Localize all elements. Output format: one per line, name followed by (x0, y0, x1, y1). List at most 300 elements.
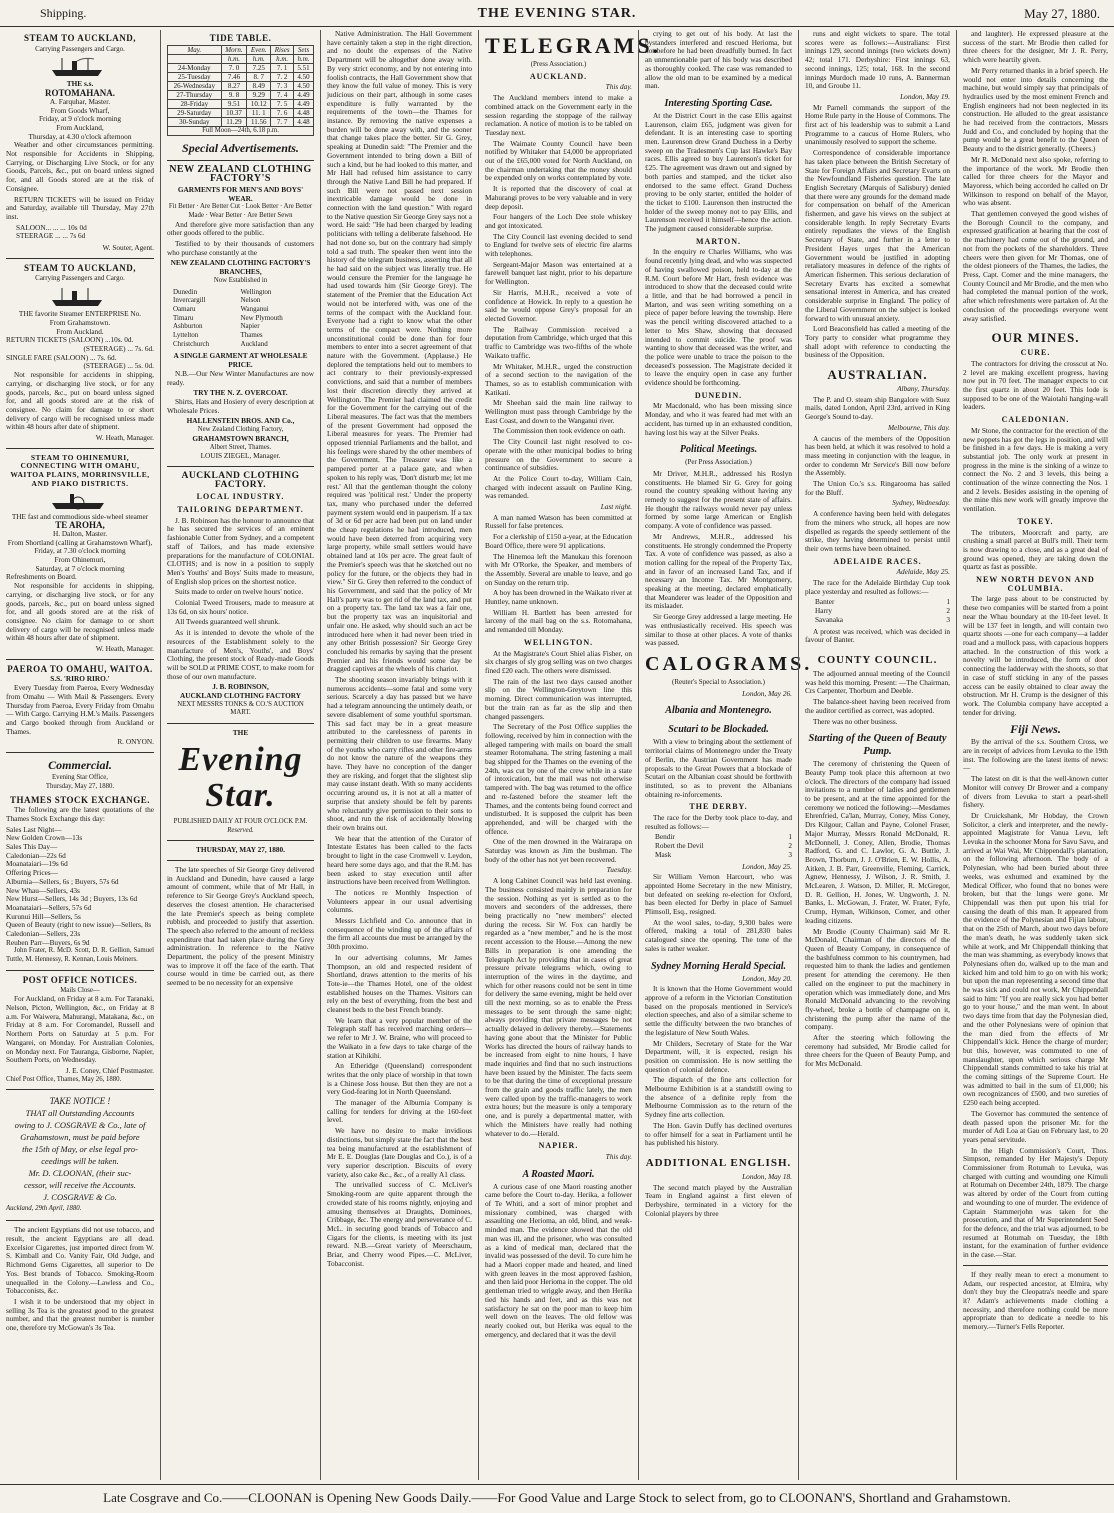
telegram-text: For a clerkship of £150 a-year, at the Education Board Office, there were 91 applications. (485, 532, 632, 550)
table-cell: 25-Tuesday (168, 72, 222, 81)
branch-town: Napier (240, 322, 260, 331)
ad-subheading: LOCAL INDUSTRY. (196, 492, 285, 502)
ship-master: H. Dalton, Master. (52, 528, 108, 538)
quotation-line: Alburnia—Sellers, 6s ; Buyers, 57s 6d (6, 876, 119, 886)
ad-body: Not responsible for accidents in shipping, carrying, or discharging live stock, or for any goods, parcels, &c., put on board unless signed for, and all goods stored are at the risk of consignee. No claim for damage to or short delivery of cargo will be recognised unless made within 48 hours after date of shipment. (6, 370, 154, 432)
dateline: Albany, Thursday. (897, 384, 950, 394)
quotation-line: Moanataiari—Sellers, 57s 6d (6, 902, 92, 912)
telegram-text: Lord Beaconsfield has called a meeting of the Tory party to consider what programme they shall adopt with reference to conducting the business of the Opposition. (805, 324, 950, 360)
local-news: In our advertising columns, Mr James Thompson, an old and respected resident of Shortland, draws attention to the merits of his Tote-ie—the Thames Hotel, one of the oldest established houses on the Thames. Visitors can rely on the best of everything, from the best and cleanest beds to the best French brandy. (327, 952, 472, 1015)
table-row (168, 90, 314, 99)
branch-town: Dunedin (173, 287, 198, 296)
mining-report: Mr Stone, the contractor for the erection of the new poppets has got the legs in position, and will be finished in a few days. He is making a very substantial job. The only work at present in progress in the mine is the sinking of a winze to connect the No. 2 and 3 levels, this being a continuation of the winze connecting the Nos. 1 and 2 levels. Besides assisting in the opening of the mine this new work will greatly improve the ventilation. (963, 425, 1108, 514)
branch-town: Invercargill (173, 296, 206, 305)
quotation-line: New Golden Crown—13s (6, 833, 83, 843)
table-cell: 30-Sunday (168, 117, 222, 126)
tide-table (167, 45, 314, 127)
divider (167, 840, 314, 841)
newspaper-nameplate: Evening Star. (178, 740, 303, 814)
branch-town: Auckland (240, 339, 268, 348)
horse-name: Savanaka (815, 614, 843, 624)
local-news: We hear that the attention of the Curator of Intestate Estates has been called to the facts brought to light in the case Cromwell v. Leydon, heard here some days ago, and that the R.M. has been asked to stay execution until after instructions have been received from Wellington. (327, 833, 472, 887)
ad-body: Colonial Tweed Trousers, made to measure at 13s 6d, on six hours' notice. (167, 598, 314, 616)
dateline: This day. (605, 82, 632, 92)
departure-from: From Auckland. (56, 326, 104, 336)
address: NEXT MESSRS TONKS & CO.'S AUCTION MART. (177, 700, 304, 717)
section-subheading: (Press Association.) (530, 60, 587, 68)
branch-town: Timaru (173, 313, 194, 322)
telegram-text: Mr Driver, M.H.R., addressed his Roslyn constituents. He blamed Sir G. Grey for going round the country speaking without having any remedy to suggest for the present state of affairs. He thought the railways would never pay unless formed by some large American or English company. A vote of confidence was passed. (645, 468, 792, 531)
column-7 (956, 30, 1114, 1480)
table-cell: 9.29 (247, 90, 271, 99)
ad-heading: STEAM TO AUCKLAND, (24, 262, 136, 273)
report-text: The adjourned annual meeting of the Council was held this morning. Present: —The Chairman, Crs Carpenter, Thorburn and Deeble. (805, 669, 950, 696)
quotation-line: Queen of Beauty (right to new issue)—Sellers, 8s (6, 920, 152, 930)
office-line: Evening Star Office, (52, 774, 108, 782)
telegram-text: Sergeant-Major Mason was entertained at a farewell banquet last night, prior to his departure for Wellington. (485, 259, 632, 287)
dateline: Chief Post Office, Thames, May 26, 1880. (6, 1075, 122, 1083)
departure-time: Saturday, at 7 o'clock morning (35, 563, 125, 573)
story-heading: Scutari to be Blockaded. (668, 724, 769, 736)
signature: J. B. ROBINSON, (212, 682, 269, 692)
race-result-row (815, 598, 950, 607)
table-cell: 7. 6 (271, 108, 294, 117)
notice-date: Auckland, 29th April, 1880. (6, 1205, 82, 1213)
branch-town: Lyttelton (173, 331, 199, 340)
advertisement-text: The ancient Egyptians did not use tobacco, and result, the ancient Egyptians are all dead. Excelsior Cigarettes, just imported direct from W. S. Kimball and Co. Vanity Fair, Old Judge, and Richmond Gems Cigarettes, all superior to De Yos. Best brands of Tobacco. Smoking-Room unequalled in the Colony.—Lawless and Co., Tobacconists, &c. (6, 1225, 154, 1296)
table-row (168, 99, 314, 108)
branch-town: Wellington (240, 287, 272, 296)
telegram-text: Mr Sheehan said the main line railway to Wellington must pass through Cambridge by the East Coast, and down to the Wanganui river. (485, 398, 632, 425)
placing: 2 (946, 606, 950, 616)
dateline: Tuesday. (606, 865, 632, 875)
article-text: For Auckland, on Friday at 8 a.m. For Taranaki, Nelson, Picton, Wellington, &c., on Friday at 8 a.m. For Waiwera, Mahurangi, Matakana, &c., on Friday at 8 a.m. For Coromandel, Russell and Northern Ports on Saturday at 5 p.m. For Wangarei, on Monday. For Australian Colonies, on Monday next. For Tauranga, Gisborne, Napier, Southern Ports, on Wednesday. (6, 994, 154, 1065)
manager-signature: W. Heath, Manager. (95, 644, 154, 654)
telegram-text: The Hinemoa left the Manukau this forenoon with Mr O'Rorke, the Speaker, and members of the Assembly. Several are unable to leave, and go on Sunday on the return trip. (485, 551, 632, 587)
telegram-text: Sir George Grey addressed a large meeting. He was enthusiastically received. His speech was similar to those at other places. A vote of thanks was passed. (645, 612, 792, 648)
story-heading: Fiji News. (1010, 722, 1061, 737)
local-news: The unrivalled success of C. McLiver's Smoking-room are quite apparent through the crowded state of his rooms nightly, enjoying and amusing themselves at Draughts, Dominoes, Cribbage, &c. The energy and perseverance of C. McL. in securing good brands of Tobacco and Cigars for the clients, is meeting with its just reward. N.B.—Great variety of Meerschaum, Briar, and Cherry wood Pipes.—C. McLiver, Tobacconist. (327, 1180, 472, 1268)
table-cell: 4.50 (294, 72, 314, 81)
branch-town: Christchurch (173, 339, 210, 348)
telegram-text: The Railway Commission received a deputation from Cambridge, which urged that this traffic to Cambridge was two-fifths of the whole Waikato traffic. (485, 324, 632, 360)
ad-body: Weather and other circumstances permitting. Not responsible for Accidents in Shipping, Carrying, or Discharging Live Stock, or for any Goods, Parcels, &c., put on board unless signed for, and all Goods stored are at the risk of Consignee. (6, 140, 154, 193)
dateline: Adelaide, May 25. (896, 567, 950, 577)
report-text: The balance-sheet having been received from the auditor certified as correct, was adopted. (805, 697, 950, 715)
notice-line: ceedings will be taken. (41, 1156, 119, 1167)
telegram-text: At the District Court in the case Ellis against Laurenson, claim £65, judgment was given for defendant. It is an interesting case to sporting men. Laurenson drew Grand Duchess in a Derby sweep on the Tradesmen's Cup last Hawke's Bay races. Ellis agreed to buy Laurenson's ticket for £25. The agreement was drawn out and signed by both parties and stamped, and the ticket also endorsed to the same effect. Grand Duchess proving to be only starter, entitled the holder of the ticket to £100. Laurenson then instructed the holder of the sweep money not to pay Ellis, and Laurenson received it himself—hence the action. The judgment caused considerable surprise. (645, 110, 792, 234)
placing: 1 (788, 832, 792, 842)
telegram-text: A conference having been held with delegates from the miners who struck, all hopes are now dispelled as regards the speedy settlement of the strike, they having determined to persist until their own terms have been obtained. (805, 509, 950, 553)
report-text: There was no other business. (813, 716, 898, 726)
mine-heading: CALEDONIAN. (1001, 415, 1070, 425)
notice-line: the 15th of May, or else legal pro- (22, 1144, 138, 1155)
news-text: In the High Commission's Court, Thos. Simpson, remanded by Her Majesty's Deputy Commissioner from Rotumah to Levuka, was charged with cutting and wounding one Kimuli at Rotumah on December 24th, 1879. The charge was altered by order of the Court from cutting and wounding to one of murder. The evidence of Captain Stammerjohn was taken for the prosecution, and that of Mr Superintendent Seed for the defence, and the trial was adjourned, to be resumed at Rotumah on Tuesday, the 18th instant, for the examination of further evidence in the case.—Star. (963, 1145, 1108, 1260)
horse-name: Mask (655, 849, 672, 859)
table-row (168, 108, 314, 117)
ad-subheading: Carrying Passengers and Cargo. (35, 44, 125, 53)
moon-phase: Full Moon—24th, 6.18 p.m. (167, 127, 314, 137)
branch-town: Oamaru (173, 304, 196, 313)
mine-heading: TOKEY. (1017, 516, 1054, 526)
table-cell: 7. 3 (271, 81, 294, 90)
column-2 (160, 30, 320, 1480)
horse-name: Banter (815, 597, 835, 607)
company-name: AUCKLAND CLOTHING FACTORY (179, 691, 302, 701)
ad-heading: NEW ZEALAND CLOTHING FACTORY'S (169, 164, 312, 185)
column-header: Even. (247, 45, 271, 54)
divider (963, 1265, 1108, 1266)
section-heading-calograms: CALOGRAMS. (645, 653, 813, 675)
notice-line: J. COSGRAVE & Co. (43, 1192, 117, 1203)
horse-name: Bendir (655, 832, 675, 842)
subsection-heading: THAMES STOCK EXCHANGE. (9, 794, 151, 805)
columns (0, 30, 1114, 1480)
fare-list (16, 224, 154, 241)
telegram-text: The Auckland members intend to make a combined attack on the Government early in the session regarding the stoppage of the railway reclamation. A notice of motion is to be tabled on Tuesday next. (485, 93, 632, 137)
departure-from: From Goods Wharf, (50, 105, 110, 115)
place-heading: NAPIER. (538, 1141, 579, 1151)
table-cell: 4.50 (294, 81, 314, 90)
placing: 3 (788, 849, 792, 859)
section-heading: COUNTY COUNCIL. (817, 654, 938, 666)
ad-subheading: Carrying Passengers and Cargo. (35, 274, 125, 283)
ad-note: Now Established in (213, 276, 268, 284)
subsection-heading: POST OFFICE NOTICES. (22, 974, 138, 985)
divider (167, 160, 314, 161)
section-heading: OUR MINES. (991, 330, 1080, 346)
column-unit (168, 54, 222, 63)
telegram-text: A man named Watson has been committed at Russell for false pretences. (485, 512, 632, 531)
ship-master: A. Farquhar, Master. (49, 96, 111, 106)
article-text: The following are the latest quotations of the Thames Stock Exchange this day: (6, 805, 154, 823)
editorial-text: Native Administration. The Hall Government have certainly taken a step in the right direction, and no doubt the expenses of the Native Department will be altogether done away with. By very strict economy, and by not entering into foolish contracts, the Hall Government show that they know the full value of money. This is very judicious on their part, although in some cases expenditure is fully warranted by the requirements of the town—the Thames for instance. By removing the native expenses a burden will be done away with, and the sooner that change takes place the better. Sir G. Grey, speaking at Dunedin said: "The Premier and the Government intended to bring down a Bill of such a kind, but he had looked to this matter, and Mr Hall had refused him assistance to carry through the Native Land Bill he had prepared. If such Bill were not passed next session inextricable damage would be done in connection with the land question." With regard to the Native question Sir George Grey says not a word. He said: "He had been charged by leading politicians with telling a deliberate falsehood. He had not done so, but on the contrary had simply told a sad truth. The speaker then went into the history of the telegram business, asserting that all he had said on the subject was literally true. He would censure the Premier for the language he had used towards him (Sir George Grey). The statement of the Premier that the Education Act would not be interfered with, was one of the terms of the compact with the Auckland four. Everyone had a right to know what the other terms of the compact were. Nothing more unconstitutional could be done than for four members to enter into a secret agreement of that nature with the Government. (Applause.) He deplored the temptations held out to members to act contrary to their previously-expressed convictions, and said that a number of members lost their discretion directly they arrived at Wellington. The Premier had claimed the credit for the Government for the carrying out of the Liberal measures. The fact was that the members of the present Government had opposed the Liberal measures for years. The Premier had opposed triennial Parliaments and the ballot, and his feelings were shared by the other members of the Government. The Treasurer was like a pampered porter at a palace gate, and when spoken to his reply was, 'Don't disturb me; let me rest.' All that the gentleman thought the colony required was 'political rest.' Under the property tax, many who purchased under the deferred payment system would end in pauperism. If a tax of 3d or 6d per acre had been put on land under the cheap regulations he had introduced, men would have been deterred from acquiring very large property, while small settlers would have obtained land at 10s per acre. The great fault of the Premier's speech was that he sketched out no policy for the future, or the objects they had in view." Sir G. Grey then referred to the conduct of his Government, and said that the policy of Mr Hall's party was to get rid of the land tax, and put on a property tax. The land tax was a fair one, but the property tax was an inquisitorial and unfair one. He asked, why should such an act be introduced here when it had never been tried in any other British possession? Sir George Grey concluded his remarks by saying that the present Premier and his friends would some day be dragged captives at the wheels of his chariot. (327, 29, 472, 674)
fare-line: RETURN TICKETS (SALOON) ...10s. 0d. (6, 335, 134, 345)
notice-line: Grahamstown, must be paid before (20, 1132, 140, 1143)
ad-body: RETURN TICKETS will be issued on Friday and Saturday, available till Thursday, May 27th inst. (6, 194, 154, 221)
dateline: London, May 19. (900, 91, 950, 101)
company-name: HALLENSTEIN BROS. AND Co., (186, 416, 295, 426)
report-text: and laughter). He expressed pleasure at the success of the start. Mr Brodie then called for three cheers for the designer, Mr J. R. Perry, which were heartily given. (963, 29, 1108, 65)
story-heading: Interesting Sporting Case. (664, 97, 773, 109)
section-heading: ADDITIONAL ENGLISH. (645, 1156, 792, 1169)
owner-signature: R. ONYON. (117, 737, 154, 747)
telegram-text: The P. and O. steam ship Bangalore with Suez mails, dated London, April 23rd, arrived in King George's Sound to-day. (805, 394, 950, 422)
local-news: The notices re Monthly Inspection of Volunteers appear in our usual advertising columns. (327, 887, 472, 915)
table-cell: 26-Wednesday (168, 81, 222, 90)
column-1 (0, 30, 160, 1480)
telegram-text: A curious case of one Maori roasting another came before the Court to-day. Herika, a follower of Te Whiti, and a sort of minor prophet and missionary combined, was charged with assaulting one Herioma, an old, blind, and weak-minded man. The evidence showed that the old man was ill, and the prisoner, who was consulted as a kind of medical man, declared that the invalid was possessed of the devil. To cure him he had a Maori copper made and heated, and lined with green leaves in the most approved fashion, and then laid poor Herioma in the copper. The old gentleman tried to wriggle away, and then Herika tied his hands and feet, and as this was not satisfactory he sat on the poor man to keep him well down on the leaves. The old fellow was nearly cooked out, but Herika was equal to the emergency, and declared that it was the devil (485, 1181, 632, 1339)
ad-note: Refreshments on Board. (6, 572, 77, 582)
telegram-text: Mr Parnell commands the support of the Home Rule party in the House of Commons. The first act of his leadership was to submit a Land Programme to a caucus of Home Rulers, who unanimously resolved to support the scheme. (805, 102, 950, 147)
branch-town: Thames (240, 331, 263, 340)
telegram-text: Sir William Vernon Harcourt, who was appointed Home Secretary in the new Ministry, but defeated on seeking re-election for Oxford, has been elected for Derby in place of Samuel Plimsoll, Esq., resigned. (645, 872, 792, 917)
telegram-text: A boy has been drowned in the Waikato river at Huntley, name unknown. (485, 588, 632, 607)
steamship-icon (50, 56, 110, 78)
telegram-text: The Commission then took evidence on oath. (493, 426, 626, 436)
notice-line: owing to J. COSGRAVE & Co., late of (14, 1120, 146, 1131)
ship-description: THE fast and commodious side-wheel steamer (11, 511, 149, 521)
local-news: We learn that a very popular member of the Telegraph staff has received marching orders—we refer to Mr J. W. Braine, who will proceed to the Waikato in a few days to take charge of the station at Kihikihi. (327, 1015, 472, 1060)
place-heading: AUCKLAND. (529, 71, 588, 81)
section-heading-telegrams: TELEGRAMS. (485, 33, 662, 58)
manager-signature: W. Heath, Manager. (95, 433, 154, 443)
fare-line: SINGLE FARE (SALOON) ... 7s. 6d. (6, 352, 117, 362)
table-cell: 7. 5 (271, 99, 294, 108)
section-heading: Special Advertisements. (182, 141, 299, 156)
notice-line: THAT all Outstanding Accounts (25, 1108, 135, 1119)
ad-heading: STEAM TO AUCKLAND, (24, 33, 136, 43)
publication-note: PUBLISHED DAILY AT FOUR O'CLOCK P.M. (173, 817, 308, 825)
paddle-steamer-icon (50, 491, 110, 511)
divider (167, 860, 314, 861)
place-heading: DUNEDIN. (694, 390, 743, 400)
column-header: Sets (294, 45, 314, 54)
mining-report: The contractors for driving the crosscut at No. 2 level are making excellent progress, having now put in 70 feet. The manager expects to cut the first quartz in about 20 feet. This lode is supposed to be one of the Waiotahi hanging-wall leaders. (963, 358, 1108, 412)
ad-body: N.B.—Our New Winter Manufactures are now ready. (167, 368, 314, 387)
column-header: Morn. (221, 45, 247, 54)
story-heading: Starting of the Queen of Beauty Pump. (808, 733, 947, 758)
reserved-note: Reserved. (227, 826, 254, 834)
telegram-text: With a view to bringing about the settlement of territorial claims of Montenegro under the Treaty of Berlin, the Austrian Government has made proposals to the Great Powers that a blockade of Scutari on the Albanian coast should be forthwith instituted, so as to prevent the Albanians obtaining re-inforcements. (645, 737, 792, 799)
table-cell: 9. 8 (221, 90, 247, 99)
placing: 3 (946, 614, 950, 624)
masthead (0, 0, 1114, 27)
ad-highlight: A SINGLE GARMENT AT WHOLESALE PRICE. (173, 351, 308, 370)
column-6 (798, 30, 956, 1480)
report-text: That gentlemen conveyed the good wishes of the Borough Council to the company, and expressed gratification at hearing that the cost of the machinery had come out of the ground, and not from the pockets of the shareholders. Three cheers were then given for Mr Thomas, one of the oldest pioneers of the Thames, the ladies, the Press, Capt. Comer and the mine managers, the County Council and Mr Brodie, and the men who had completed the manual portion of the work, after which refreshments were partaken of. At the conclusion of the proceedings everyone went away satisfied. (963, 209, 1108, 323)
branch-list (173, 288, 308, 349)
table-cell: 7. 7 (271, 117, 294, 126)
ad-heading: STEAM TO OHINEMURI, CONNECTING WITH OMAHU, WAITOA PLAINS, MORRINSVILLE, AND PIAKO DISTRICTS. (10, 452, 150, 488)
departure-time: Thursday, at 4.30 o'clock afternoon (28, 131, 132, 141)
ad-body: J. B. Robinson has the honour to announce that he has secured the services of an eminent fashionable Cutter from Sydney, and a competent staff of Tailors, and has made extensive preparations for the manufacture of COLONIAL CLOTHS; and is now in a position to supply Men's Youths' and Boys' Suits made to measure, of English slop prices on the shortest notice. (167, 515, 314, 586)
departure-from: From Auckland, (56, 122, 104, 132)
ad-body: Suits made to order on twelve hours' notice. (175, 587, 304, 597)
issue-date: May 27, 1880. (1024, 6, 1100, 21)
divider (6, 448, 154, 449)
ad-heading: AUCKLAND CLOTHING FACTORY. (181, 470, 300, 490)
telegram-text: The City Council last evening decided to send to England for twelve sets of electric fire alarms with telephones. (485, 231, 632, 259)
departure-from: From Grahamstown. (49, 317, 111, 327)
telegram-text: The race for the Derby took place to-day, and resulted as follows:— (645, 813, 792, 831)
ad-body: As it is intended to devote the whole of the resources of the Establishment solely to the manufacture of Men's, Youths', and Boys' Clothing, the present stock of Ready-made Goods will be SOLD at PRIME COST, to make room for those of our own manufacture. (167, 628, 314, 681)
advertisement-text: I wish it to be understood that my object in selling 3s Tea is the greatest good to the greatest number, and that the greatest number is number one, therefore try McGowan's 3s Tea. (6, 1296, 154, 1333)
table-cell: 5.51 (294, 63, 314, 72)
branch-name: GRAHAMSTOWN BRANCH, (192, 433, 289, 443)
ship-name: THE favorite Steamer ENTERPRISE No. (18, 309, 142, 319)
table-header (168, 54, 314, 63)
quotation-line: Moanataiari—19s 6d (6, 859, 68, 869)
horse-name: Robert the Devil (655, 841, 704, 851)
agent-signature: W. Souter, Agent. (102, 243, 154, 253)
mining-report: The tributers, Moorcraft and party, are crushing a small parcel at Bull's mill. Their term is now drawing to a close, and as a great deal of ground was opened, they are taking down the quartz as fast as possible. (963, 527, 1108, 572)
masthead-section: Shipping. (40, 6, 87, 20)
dateline: London, May 18. (742, 1171, 792, 1181)
table-cell: 27-Thursday (168, 90, 222, 99)
table-cell: 8.49 (247, 81, 271, 90)
dateline: London, May 26. (742, 688, 792, 698)
newspaper-title: THE EVENING STAR. (477, 6, 637, 21)
story-heading: Sydney Morning Herald Special. (650, 960, 786, 972)
divider (6, 659, 154, 660)
news-text: The latest on dit is that the well-known cutter Monitor will convey Dr Brower and a company of divers from Levuka to start a pearl-shell fishery. (963, 774, 1108, 810)
local-news: The manager of the Alburnia Company is calling for tenders for driving at the 160-feet level. (327, 1098, 472, 1125)
steamship-icon (50, 286, 110, 308)
telegram-text: At the Police Court to-day, William Cain, charged with indecent assault on Pauline King, was remanded. (485, 473, 632, 501)
fare-saloon: SALOON... ... ... 10s 0d (16, 222, 87, 232)
report-text: The ceremony of christening the Queen of Beauty Pump took place this afternoon at two o'clock. The directors of the company had issued invitations to a number of ladies and gentlemen to be present, and at the time appointed for the ceremony we noticed the following:—Mesdames Ehrenfried, Ca'lan, Murray, Coney, Miss Coney, Drs Kilgour, Callan and Payne, Colonel Fraser, Major Murray, Messrs Ronald McDonald, R. McDonnell, J. Coney, Allen, Brodie, Thomas Radford, G. and C. Lawlor, G. A. Buttle, J. Brown, Thorburn, J. J. O'Brien, E. W. Hollis, A. Aitken, J. B. Parr, Greenville, Fleming, Carrick, Agnew, Hennessy, J. Wilson, J. R. Smith, J. McLearen, J. Watson, D. Miller, R. McGregor, D. R. Gellion, H. Jones, W. Ungworth, J. N. Banks, L. McGowan, J. Frater, W. Frater, Fyfe, Crump, Hyman, Wilkinson, Comer, and other leading citizens. (805, 759, 950, 925)
story-heading: Political Meetings. (679, 444, 758, 456)
telegram-text: Four hangers of the Loch Dee stole whiskey and got intoxicated. (485, 212, 632, 230)
table-row (168, 63, 314, 72)
place-heading: THE DERBY. (689, 802, 748, 812)
column-header: May. (168, 45, 222, 54)
column-3 (320, 30, 478, 1480)
dateline: This day. (605, 1151, 632, 1161)
section-subheading: (Per Press Association.) (685, 458, 752, 467)
fare-line: (STEERAGE) ... 5s. 0d. (83, 361, 154, 371)
report-text: Mr R. McDonald next also spoke, referring to the importance of the work. Mr Brodie then called for three cheers for the Mayor and Mayoress, which being accorded he called on Dr Wilkinson to respond on behalf of the Mayor, who was absent. (963, 154, 1108, 208)
telegram-text: At the Magistrate's Court Shiel alias Fisher, on six charges of sly grog selling was on two charges fined £20 each. The others were dismissed. (485, 648, 632, 675)
telegram-text: The rain of the last two days caused another slip on the Wellington-Greytown line this morning. Direct communication was interrupted, but the train ran as far as the slip and then changed passengers. (485, 676, 632, 721)
ad-body: Shirts, Hats and Hosiery of every description at Wholesale Prices. (167, 396, 314, 415)
notice-line: Mr. D. CLOONAN, (their suc- (28, 1168, 132, 1179)
departure-time: Friday, at 9 o'clock morning (38, 114, 122, 124)
ad-heading: PAEROA TO OMAHU, WAITOA. (7, 663, 153, 674)
table-row (168, 72, 314, 81)
departure-from: From Ohinemuri, (54, 555, 106, 565)
telegram-text: The second match played by the Australian Team in England against a first eleven of Derbyshire, terminated in a victory for the Colonial players by three (645, 1182, 792, 1218)
table-header (168, 45, 314, 54)
horse-name: Harry (815, 606, 833, 616)
ship-name: TE AROHA, (55, 520, 105, 531)
footer-advertisement: Late Cosgrave and Co.——CLOONAN is Opening New Goods Daily.——For Good Value and Large Stock to select from, go to CLOONAN'S, Shortland and Grahamstown. (0, 1484, 1114, 1513)
table-cell: 8.27 (221, 81, 247, 90)
divider (6, 752, 154, 753)
local-news: Messrs Lichfield and Co. announce that in consequence of the winding up of the affairs of the firm all accounts due must be arranged by the 30th proximo. (327, 916, 472, 952)
manager-signature: LOUIS ZIEGEL, Manager. (200, 451, 281, 461)
dateline: Sydney, Wednesday. (892, 498, 950, 508)
quotation-line: New Whau—Sellers, 43s (6, 885, 80, 895)
divider (167, 466, 314, 467)
news-text: By the arrival of the s.s. Southern Cross, we are in receipt of advices from Levuka to the 19th inst. The following are the latest items of news:— (963, 737, 1108, 773)
local-news: We have no desire to make invidious distinctions, but simply state the fact that the best tea being manufactured at the establishment of Mr E. E. Douglas (late Douglas and Co.), is of a very superior description. Biscuits of every variety, also cake &c., &c., of a really A1 class. (327, 1126, 472, 1179)
table-cell: 8. 7 (247, 72, 271, 81)
quotation-line: Sales This Day— (6, 842, 58, 852)
quotation-line: New Hurst—Sellers, 14s 3d ; Buyers, 13s 6d (6, 894, 138, 904)
table-cell: 29-Saturday (168, 108, 222, 117)
table-cell: 10.12 (247, 99, 271, 108)
notice (6, 1095, 154, 1215)
table-cell: 24-Monday (168, 63, 222, 72)
notice-line: cessor, will receive the Accounts. (24, 1180, 136, 1191)
section-subheading: (Reuter's Special to Association.) (671, 678, 766, 686)
divider (6, 970, 154, 971)
telegram-text: It is known that the Home Government would approve of a reform in the Victorian Constitution based on the proposals mentioned in Service's election speeches, and also of a similar scheme to settle the difficulty between the two branches of the legislature of New South Wales. (645, 984, 792, 1037)
report-text: After the steering which following the ceremony had subsided, Mr Brodie called for three cheers for the Queen of Beauty Pump, and for Mrs McDonald. (805, 1033, 950, 1069)
column-4 (478, 30, 662, 1480)
telegram-text: crying to get out of his body. At last the bystanders interfered and rescued Herioma, but not before he had been dreadfully burned. In fact an unmentionable part of his body was described as thoroughly cooked. The case was remanded to allow the old man to be examined by a medical man. (645, 29, 792, 91)
column-unit: h.m. (221, 54, 247, 63)
branch-town: New Plymouth (240, 313, 283, 322)
placing: 1 (946, 597, 950, 607)
story-heading: A Roasted Maori. (522, 1168, 595, 1180)
telegram-text: The Waimate County Council have been notified by Whitaker that £4,000 be appropriated out of the £65,000 voted for North Auckland, on the chairman undertaking that the money should be expended only on works contemplated by vote. (485, 138, 632, 183)
ship-name: THE s.s. (66, 79, 94, 89)
departure-time: Friday, at 7.30 o'clock morning (34, 546, 126, 556)
story-heading: Albania and Montenegro. (665, 705, 772, 717)
fare-line: (STEERAGE) ... 7s. 6d. (83, 343, 154, 353)
editorial-date: THURSDAY, MAY 27, 1880. (196, 845, 285, 855)
ad-features: Fit Better · Are Better Cut · Look Better · Are Better Made · Wear Better · Are Better Sewn (168, 203, 313, 219)
place-heading: ADELAIDE RACES. (833, 556, 922, 566)
divider (6, 258, 154, 259)
office-date: Thursday, May 27, 1880. (45, 782, 115, 790)
ad-highlight: TRY THE N. Z. OVERCOAT. (193, 388, 288, 398)
column-header: Rises (271, 45, 294, 54)
branch-town: Nelson (240, 296, 261, 305)
table-cell: 4.48 (294, 108, 314, 117)
table-row (168, 117, 314, 126)
branch-town: Wanganui (240, 304, 269, 313)
dateline: Melbourne, This day. (887, 422, 950, 432)
telegram-text: Correspondence of considerable importance has taken place between the British Secretary of State for Foreign Affairs and Secretary Evarts on the Newfoundland Fisheries question. The late English Secretary (Marquis of Salisbury) denied that there were any grounds for the demand made for compensation on behalf of the American fishermen, and gave his views on the subject at considerable length. In reply Secretary Evarts entirely repudiates the views of the English Secretary of State, and further in a letter to President Hayes urges that the American Government would be justified in adopting retaliatory measures in defence of the rights of American fishermen. This serious declaration of Secretary Evarts has excited a somewhat sensational interest in America, and has created considerable surprise in England. The policy of the Liberal Government on the subject is looked forward to with unusual anxiety. (805, 148, 950, 323)
race-result-row (815, 616, 950, 625)
table-row (168, 81, 314, 90)
fare-steerage: STEERAGE ... ... 7s 6d (16, 231, 86, 241)
notice-body (6, 1107, 154, 1203)
broker-names: John Frater, R. McD. Scott, D. R. Gellion, Samuel Tuttle, M. Hennessy, R. Kennan, Louis Meiners. (6, 947, 154, 964)
telegram-text: At the wool sales, to-day, 9,300 bales were offered, making a total of 281,830 bales catalogued since the opening. The tone of the sales is rather weaker. (645, 917, 792, 953)
race-results (655, 833, 792, 859)
mine-heading: CURE. (1020, 348, 1051, 358)
table-cell: 11.56 (247, 117, 271, 126)
ad-subheading: GARMENTS FOR MEN'S AND BOYS' WEAR. (177, 184, 304, 203)
ad-body: And therefore give more satisfaction than any other goods offered to the public. (167, 219, 314, 238)
table-cell: 28-Friday (168, 99, 222, 108)
telegram-text: The race for the Adelaide Birthday Cup took place yesterday and resulted as follows:— (805, 578, 950, 596)
subheading: Mails Close— (60, 986, 100, 994)
branch-town: Ashburton (173, 322, 203, 331)
telegram-text: runs and eight wickets to spare. The total scores were as follows:—Australians: First innings 129, second innings (two wickets down) 42; total 171. Derbyshire: First innings 63, second innings, 125; total, 168. In the second innings Murdoch made 10 runs, A. Bannerman 10, and Groube 11. (805, 29, 950, 91)
divider (6, 1089, 154, 1090)
news-text: The Governor has commuted the sentence of death passed upon the prisoner Mr. for the murder of Adi Loa at Gau on February last, to 20 years penal servitude. (963, 1108, 1108, 1144)
telegram-text: The City Council last night resolved to co-operate with the other municipal bodies to bring pressure on the Government to secure a continuance of subsidies. (485, 437, 632, 473)
table-cell: 7. 0 (221, 63, 247, 72)
place-heading: MARTON. (695, 236, 741, 246)
race-result-row (655, 842, 792, 851)
company-sub: New Zealand Clothing Factory, (197, 426, 284, 434)
dateline: London, May 25. (742, 861, 792, 871)
editorial-text: The shooting season invariably brings with it numerous accidents—some fatal and some very serious. Scarcely a day has passed but we have had a telegram announcing the untimely death, or severe disablement of some youthful sportsman. This sad fact may be in a great measure attributed to the carelessness of parents in permitting their children to use firearms. Many of the youths who carry rifles and other fire-arms do not know the nature of the weapons they have. They have no conception of the danger they are risking, and forget that the slightest slip may cause instant death. With so many accidents occurring around us, it is not at all a matter of surprise that anxiety should be felt by parents who reluctantly give permission to their sons to shoot, and run the risk of accidentally blowing their own brains out. (327, 675, 472, 832)
telegram-text: The Union Co.'s s.s. Ringarooma has sailed for the Bluff. (805, 479, 950, 497)
table-cell: 9.51 (221, 99, 247, 108)
branch-address: Albert Street, Thames. (209, 443, 272, 451)
telegram-text: Mr Macdonald, who has been missing since Monday, and who it was feared had met with an accident, has turned up in an exhausted condition, having lost his way at the Silver Peaks. (645, 401, 792, 437)
telegram-text: The Hon. Gavin Duffy has declined overtures to offer himself for a seat in Parliament until he has published his history. (645, 1120, 792, 1148)
table-cell: 11.29 (221, 117, 247, 126)
quotation-line: Kurunui Hill—Sellers, 5s (6, 911, 81, 921)
ship-name: ROTOMAHANA. (44, 88, 116, 99)
telegram-text: A protest was received, which was decided in favour of Banter. (805, 626, 950, 645)
section-heading: AUSTRALIAN. (827, 367, 928, 383)
table-cell: 10.37 (221, 108, 247, 117)
telegram-text: A long Cabinet Council was held last evening. The business consisted mainly in preparation for the session. Nothing as yet is settled as to the movers and seconders of the addresses, there being practically no "new members" elected during the recess. Sir W. Fox can hardly be regarded as a "new member," and he is the most recent accession to the House.—Among the new Bills in preparation is one amending the Telegraph Act by providing that in cases of great pressure private telegrams which, owing to interruption of the wires in the daytime, and which for other reasons could not be sent in time for delivery the same evening, might be held over till the next morning, so as to enable the Press messages to be sent through the same night; always providing that private messages be not actually delayed in delivery thereby.—Statements having gone about that the Minister for Public Works has directed the hours of railway hands to be increased from eight to nine hours, I have made inquiries and find that no such instructions have been issued by the Minister. The facts seem to be that during the time of exceptional pressure from the grain and goods traffic lately, the men were called upon by the traffic-managers to work extra hours; but the measure is only a temporary one, and is purely a departmental matter, with which the Ministers have really had nothing whatever to do.—Herald. (485, 876, 632, 1138)
column-5 (638, 29, 813, 1480)
signature: J. E. Coney, Chief Postmaster. (65, 1065, 154, 1075)
quotation-list (6, 826, 154, 948)
